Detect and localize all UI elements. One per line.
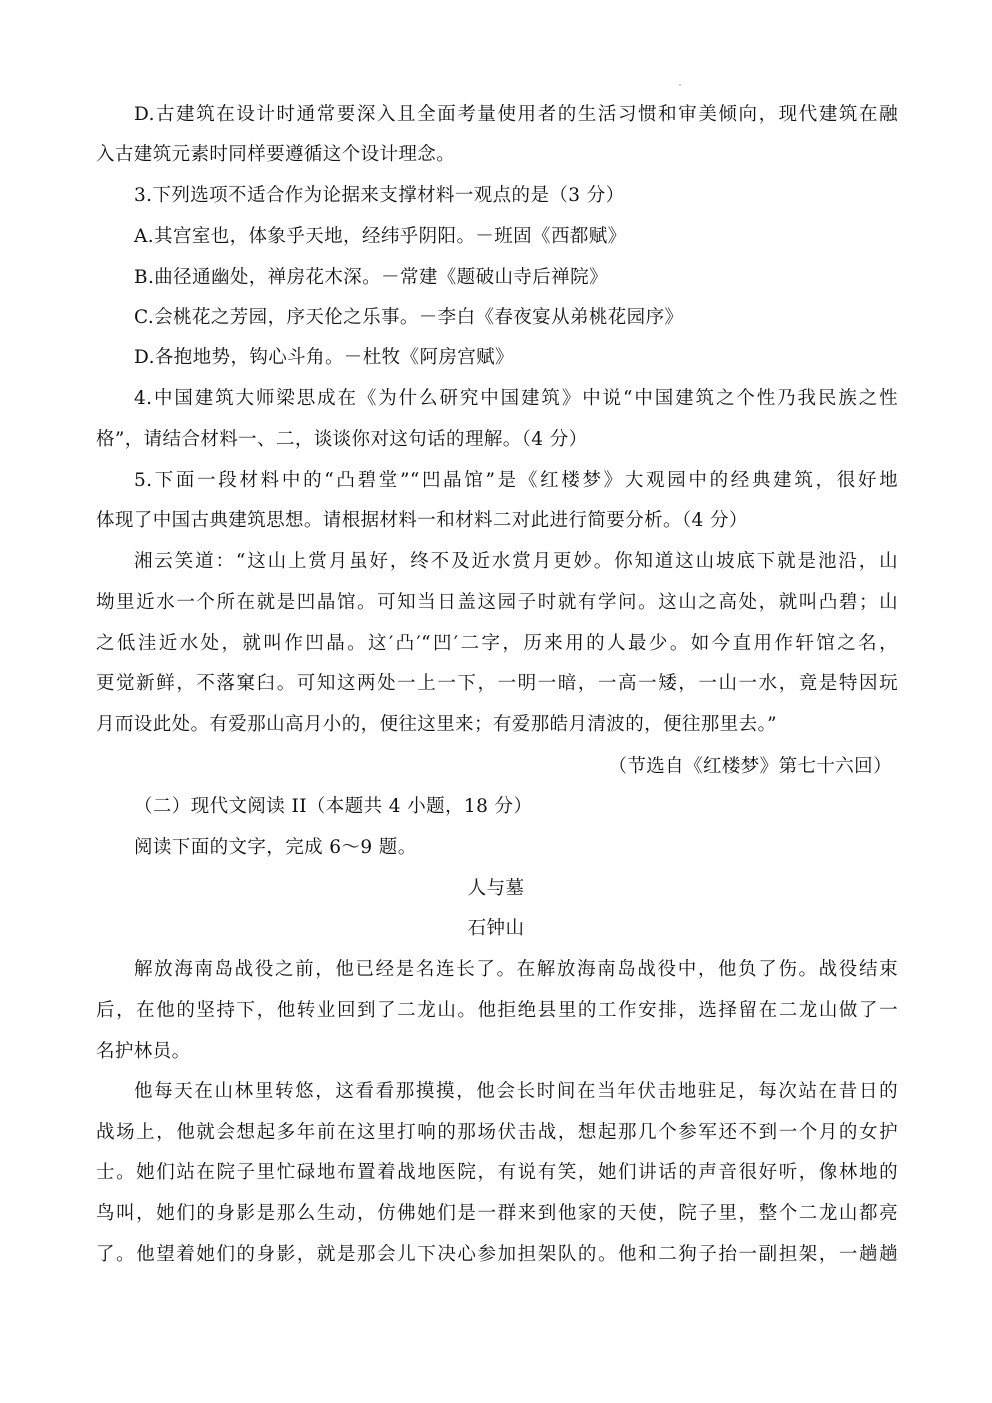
question-4-line1: 4.中国建筑大师梁思成在《为什么研究中国建筑》中说“中国建筑之个性乃我民族之性: [134, 388, 898, 409]
story-author: 石钟山: [467, 918, 525, 939]
question-3-option-c: C.会桃花之芳园，序天伦之乐事。－李白《春夜宴从弟桃花园序》: [134, 307, 684, 328]
story-para2-line5: 了。他望着她们的身影，就是那会儿下决心参加担架队的。他和二狗子抬一副担架，一趟趟: [96, 1244, 898, 1265]
excerpt-line1: 湘云笑道：“这山上赏月虽好，终不及近水赏月更妙。你知道这山坡底下就是池沿，山: [134, 551, 898, 572]
option-d-text-line2: 入古建筑元素时同样要遵循这个设计理念。: [96, 144, 456, 165]
reading-instruction: 阅读下面的文字，完成 6～9 题。: [134, 837, 417, 858]
story-para2-line2: 战场上，他就会想起多年前在这里打响的那场伏击战，想起那几个参军还不到一个月的女护: [96, 1122, 898, 1143]
excerpt-line5: 月而设此处。有爱那山高月小的，便往这里来；有爱那皓月清波的，便往那里去。”: [96, 714, 778, 735]
story-para2-line4: 鸟叫，她们的身影是那么生动，仿佛她们是一群来到他家的天使，院子里，整个二龙山都亮: [96, 1203, 898, 1224]
section-heading: （二）现代文阅读 II（本题共 4 小题，18 分）: [134, 796, 533, 817]
story-para2-line3: 士。她们站在院子里忙碌地布置着战地医院，有说有笑，她们讲话的声音很好听，像林地的: [96, 1162, 898, 1183]
question-3-option-a: A.其宫室也，体象乎天地，经纬乎阴阳。－班固《西都赋》: [134, 226, 627, 247]
excerpt-source: （节选自《红楼梦》第七十六回）: [608, 756, 892, 777]
question-3: 3.下列选项不适合作为论据来支撑材料一观点的是（3 分）: [134, 185, 625, 206]
story-para1-line1: 解放海南岛战役之前，他已经是名连长了。在解放海南岛战役中，他负了伤。战役结束: [134, 959, 898, 980]
question-3-option-d: D.各抱地势，钩心斗角。－杜牧《阿房宫赋》: [134, 347, 514, 368]
question-5-line2: 体现了中国古典建筑思想。请根据材料一和材料二对此进行简要分析。（4 分）: [96, 510, 748, 531]
option-d-text-line1: D.古建筑在设计时通常要深入且全面考量使用者的生活习惯和审美倾向，现代建筑在融: [134, 104, 898, 125]
story-title: 人与墓: [467, 878, 525, 899]
question-4-line2: 格”，请结合材料一、二，谈谈你对这句话的理解。（4 分）: [96, 429, 588, 450]
question-5-line1: 5.下面一段材料中的“凸碧堂”“凹晶馆”是《红楼梦》大观园中的经典建筑，很好地: [134, 470, 898, 491]
story-para1-line2: 后，在他的坚持下，他转业回到了二龙山。他拒绝县里的工作安排，选择留在二龙山做了一: [96, 1000, 898, 1021]
story-para1-line3: 名护林员。: [96, 1041, 191, 1062]
excerpt-line2: 坳里近水一个所在就是凹晶馆。可知当日盖这园子时就有学问。这山之高处，就叫凸碧；山: [96, 592, 898, 613]
question-3-option-b: B.曲径通幽处，禅房花木深。－常建《题破山寺后禅院》: [134, 267, 608, 288]
scan-speck: [679, 84, 681, 86]
excerpt-line4: 更觉新鲜，不落窠臼。可知这两处一上一下，一明一暗，一高一矮，一山一水，竟是特因玩: [96, 673, 898, 694]
story-para2-line1: 他每天在山林里转悠，这看看那摸摸，他会长时间在当年伏击地驻足，每次站在昔日的: [134, 1081, 898, 1102]
excerpt-line3: 之低洼近水处，就叫作凹晶。这′凸′“凹′二字，历来用的人最少。如今直用作轩馆之名，: [96, 633, 898, 654]
